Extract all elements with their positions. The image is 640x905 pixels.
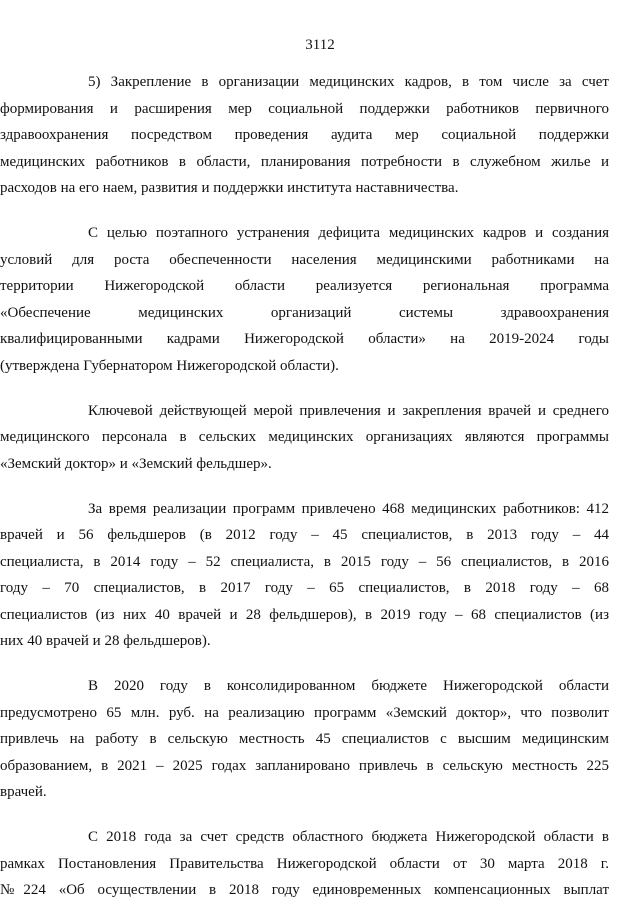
paragraph-line: В 2020 году в консолидированном бюджете Нижегородской области	[88, 678, 609, 694]
paragraph-line: врачей и 56 фельдшеров (в 2012 году – 45 специалистов, в 2013 году – 44	[0, 527, 609, 543]
paragraph-line: С целью поэтапного устранения дефицита медицинских кадров и создания	[88, 225, 609, 241]
paragraph-line: рамках Постановления Правительства Нижегородской области от 30 марта 2018 г.	[0, 855, 609, 872]
paragraph-line: 5) Закрепление в организации медицинских кадров, в том числе за счет	[88, 74, 609, 90]
paragraph-line: образованием, в 2021 – 2025 годах запланировано привлечь в сельскую местность 225	[0, 757, 609, 774]
paragraph-line: году – 70 специалистов, в 2017 году – 65 специалистов, в 2018 году – 68	[0, 580, 609, 596]
page-number: 3112	[305, 37, 335, 53]
paragraph-line: них 40 врачей и 28 фельдшеров).	[0, 633, 211, 649]
paragraph-line: №224 «Об осуществлении в 2018 году единовременных компенсационных выплат	[0, 882, 609, 898]
paragraph-line: территории Нижегородской области реализуется региональная программа	[0, 278, 609, 294]
paragraph-2	[0, 220, 609, 379]
paragraph-line: За время реализации программ привлечено 468 медицинских работников: 412	[88, 500, 609, 517]
paragraph-line: специалистов (из них 40 врачей и 28 фельдшеров), в 2019 году – 68 специалистов (из	[0, 606, 609, 623]
body-text	[0, 69, 609, 904]
paragraph-5	[0, 673, 609, 806]
paragraph-line: «Земский доктор» и «Земский фельдшер».	[0, 455, 272, 472]
paragraph-line: Ключевой действующей мерой привлечения и закрепления врачей и среднего	[88, 402, 609, 419]
paragraph-line: здравоохранения посредством проведения аудита мер социальной поддержки	[0, 127, 609, 143]
paragraph-line: медицинских работников в области, планирования потребности в служебном жилье и	[0, 153, 609, 170]
paragraph-line: медицинского персонала в сельских медицинских организациях являются программы	[0, 429, 609, 445]
paragraph-6	[0, 824, 609, 904]
paragraph-line: «Обеспечение медицинских организаций системы здравоохранения	[0, 304, 609, 321]
paragraph-line: С 2018 года за счет средств областного бюджета Нижегородской области в	[88, 829, 609, 845]
paragraph-3	[0, 398, 609, 478]
paragraph-line: (утверждена Губернатором Нижегородской области).	[0, 357, 339, 374]
paragraph-line: расходов на его наем, развития и поддержки института наставничества.	[0, 180, 459, 196]
paragraph-line: врачей.	[0, 784, 47, 800]
paragraph-line: квалифицированными кадрами Нижегородской области» на 2019-2024 годы	[0, 331, 609, 347]
paragraph-4	[0, 496, 609, 655]
paragraph-line: предусмотрено 65 млн. руб. на реализацию программ «Земский доктор», что позволит	[0, 704, 609, 721]
paragraph-line: формирования и расширения мер социальной поддержки работников первичного	[0, 100, 609, 117]
paragraph-line: специалиста, в 2014 году – 52 специалиста, в 2015 году – 56 специалистов, в 2016	[0, 553, 609, 570]
paragraph-line: условий для роста обеспеченности населения медицинскими работниками на	[0, 251, 609, 268]
paragraph-1	[0, 69, 609, 202]
paragraph-line: привлечь на работу в сельскую местность 45 специалистов с высшим медицинским	[0, 731, 609, 747]
